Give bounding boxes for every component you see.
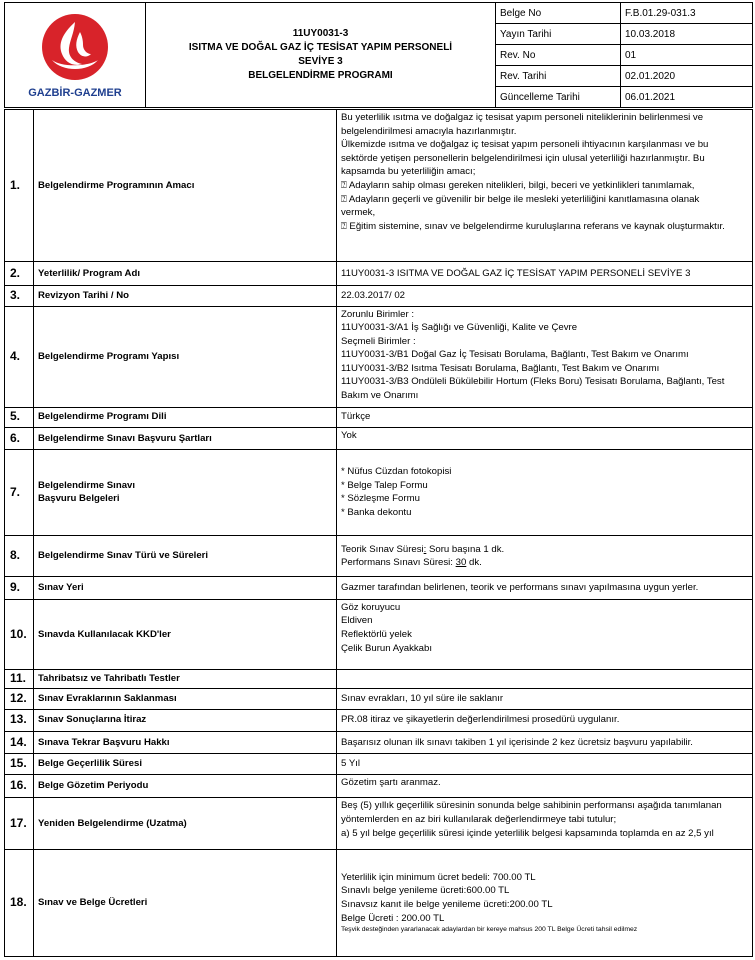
text-line: PR.08 itiraz ve şikayetlerin değerlendirilmesi prosedürü uygulanır.	[341, 714, 620, 726]
title-line: BELGELENDİRME PROGRAMI	[248, 70, 393, 81]
table-row	[5, 689, 753, 710]
row-number: 7.	[5, 449, 34, 535]
row-number: 11.	[5, 669, 34, 689]
row-number: 3.	[5, 285, 34, 306]
row-label: Belge Geçerlilik Süresi	[34, 754, 337, 775]
text-line: Zorunlu Birimler :	[341, 308, 415, 320]
row-label: Sınavda Kullanılacak KKD'ler	[34, 599, 337, 669]
row-number: 10.	[5, 599, 34, 669]
text-line: ⍰ Adayların geçerli ve güvenilir bir belge ile mesleki yeterliliğini kanıtlamasına olanak	[341, 193, 700, 205]
document-title	[146, 3, 496, 108]
row-label: Belgelendirme Sınav Türü ve Süreleri	[34, 536, 337, 577]
text-line: Reflektörlü yelek	[341, 629, 412, 641]
row-number: 1.	[5, 110, 34, 262]
text-line: * Belge Talep Formu	[341, 479, 428, 491]
row-label: Tahribatsız ve Tahribatlı Testler	[34, 669, 337, 689]
row-number: 16.	[5, 774, 34, 798]
text-line: Sınavsız kanıt ile belge yenileme ücreti:200.00 TL	[341, 898, 553, 910]
row-value	[337, 669, 753, 689]
row-number: 9.	[5, 577, 34, 600]
row-number: 15.	[5, 754, 34, 775]
meta-label: Rev. No	[496, 45, 621, 66]
meta-value: F.B.01.29-031.3	[621, 3, 753, 24]
row-value	[337, 262, 753, 286]
text-line: Başarısız olunan ilk sınavı takiben 1 yıl içerisinde 2 kez ücretsiz başvuru yapılabilir.	[341, 736, 693, 748]
row-number: 2.	[5, 262, 34, 286]
text-line: sektörde yetişen personellerin belgelendirilmesi için ulusal yeterliliği hazırlanmıştır. Bu	[341, 152, 705, 164]
table-row	[5, 599, 753, 669]
row-value	[337, 798, 753, 849]
row-value	[337, 754, 753, 775]
meta-label: Yayın Tarihi	[496, 24, 621, 45]
title-line: SEVİYE 3	[298, 56, 343, 67]
row-value	[337, 449, 753, 535]
row-label: Revizyon Tarihi / No	[34, 285, 337, 306]
text-line: Yeterlilik için minimum ücret bedeli: 700.00 TL	[341, 871, 536, 883]
text-line: Seçmeli Birimler :	[341, 335, 416, 347]
logo-text: GAZBİR-GAZMER	[28, 86, 122, 99]
text-line: ⍰ Adayların sahip olması gereken nitelikleri, bilgi, beceri ve yetkinlikleri tanımlamak,	[341, 179, 695, 191]
row-label: Yeterlilik/ Program Adı	[34, 262, 337, 286]
row-value	[337, 689, 753, 710]
table-row	[5, 262, 753, 286]
text-line: * Banka dekontu	[341, 506, 412, 518]
text-line: ⍰ Eğitim sistemine, sınav ve belgelendirme kuruluşlarına referans ve kaynak oluşturmaktır.	[341, 220, 725, 232]
row-value	[337, 709, 753, 731]
text-line: vermek,	[341, 207, 376, 219]
row-value	[337, 731, 753, 754]
text-line: Bu yeterlilik ısıtma ve doğalgaz iç tesisat yapım personeli niteliklerinin belirlenmesi ve	[341, 112, 704, 123]
row-label: Sınava Tekrar Başvuru Hakkı	[34, 731, 337, 754]
logo-cell	[5, 3, 146, 108]
gazbir-gazmer-logo	[40, 12, 110, 82]
text-line: Gazmer tarafından belirlenen, teorik ve performans sınavı yapılmasına uygun yerler.	[341, 582, 699, 594]
text-line: Sınav evrakları, 10 yıl süre ile saklanır	[341, 693, 504, 705]
label-line: Belgelendirme Sınavı	[38, 479, 136, 491]
text-line: 5 Yıl	[341, 758, 361, 770]
row-value	[337, 599, 753, 669]
row-value	[337, 428, 753, 450]
row-label: Belge Gözetim Periyodu	[34, 774, 337, 798]
row-number: 12.	[5, 689, 34, 710]
meta-label: Belge No	[496, 3, 621, 24]
row-number: 13.	[5, 709, 34, 731]
row-label: Belgelendirme Programı Dili	[34, 407, 337, 428]
theory-duration: Teorik Sınav Süresi: Soru başına 1 dk.	[341, 543, 505, 555]
row-number: 5.	[5, 407, 34, 428]
meta-label: Güncelleme Tarihi	[496, 87, 621, 108]
document-header	[4, 2, 753, 108]
table-row	[5, 285, 753, 306]
text-line: Eldiven	[341, 615, 373, 627]
text-line: belgelendirilmesi amacıyla hazırlanmıştır.	[341, 125, 517, 137]
row-number: 17.	[5, 798, 34, 849]
text-line: yöntemlerden en az biri kullanılarak değerlendirmeye tabi tutulur;	[341, 814, 617, 826]
meta-value: 01	[621, 45, 753, 66]
row-value	[337, 774, 753, 798]
text-line: kapsamda bu yeterliliğin amacı;	[341, 166, 476, 178]
table-row	[5, 110, 753, 262]
text-line: Sınavlı belge yenileme ücreti:600.00 TL	[341, 885, 510, 897]
row-number: 14.	[5, 731, 34, 754]
table-row	[5, 709, 753, 731]
meta-value: 06.01.2021	[621, 87, 753, 108]
label-line: Başvuru Belgeleri	[38, 493, 120, 505]
program-table	[4, 109, 753, 957]
row-value	[337, 306, 753, 407]
text-line: 11UY0031-3/A1 İş Sağlığı ve Güvenliği, Kalite ve Çevre	[341, 322, 578, 334]
row-label: Sınav ve Belge Ücretleri	[34, 849, 337, 956]
row-number: 6.	[5, 428, 34, 450]
text-line: * Nüfus Cüzdan fotokopisi	[341, 466, 452, 478]
row-value	[337, 407, 753, 428]
table-row	[5, 407, 753, 428]
text-line: Bakım ve Onarımı	[341, 390, 419, 402]
row-value	[337, 110, 753, 262]
table-row	[5, 849, 753, 956]
fee-note: Teşvik desteğinden yararlanacak adaylardan bir kereye mahsus 200 TL Belge Ücreti tahsil edilmez	[341, 926, 638, 934]
row-number: 4.	[5, 306, 34, 407]
text-line: Yok	[341, 430, 357, 442]
row-label: Sınav Yeri	[34, 577, 337, 600]
text-line: Gözetim şartı aranmaz.	[341, 776, 441, 788]
row-label	[34, 449, 337, 535]
row-number: 18.	[5, 849, 34, 956]
text-line: 11UY0031-3/B3 Ondüleli Bükülebilir Hortum (Fleks Boru) Tesisatı Borulama, Bağlantı, Test	[341, 376, 725, 388]
meta-value: 10.03.2018	[621, 24, 753, 45]
title-line: ISITMA VE DOĞAL GAZ İÇ TESİSAT YAPIM PERSONELİ	[188, 42, 453, 53]
text-line: * Sözleşme Formu	[341, 493, 420, 505]
row-value	[337, 849, 753, 956]
meta-label: Rev. Tarihi	[496, 66, 621, 87]
performance-duration: Performans Sınavı Süresi: 30 dk.	[341, 557, 482, 569]
table-row	[5, 731, 753, 754]
row-number: 8.	[5, 536, 34, 577]
text-line: 22.03.2017/ 02	[341, 289, 406, 301]
text-line: Belge Ücreti : 200.00 TL	[341, 912, 445, 924]
table-row	[5, 754, 753, 775]
text-line: Beş (5) yıllık geçerlilik süresinin sonunda belge sahibinin performansı aşağıda tanımlanan	[341, 800, 722, 812]
table-row	[5, 669, 753, 689]
table-row	[5, 449, 753, 535]
text-line: Çelik Burun Ayakkabı	[341, 642, 433, 654]
row-value	[337, 285, 753, 306]
text-line: 11UY0031-3 ISITMA VE DOĞAL GAZ İÇ TESİSAT YAPIM PERSONELİ SEVİYE 3	[341, 267, 691, 279]
text-line: Ülkemizde ısıtma ve doğalgaz iç tesisat yapım personeli ihtiyacının karşılanması ve bu	[341, 139, 709, 151]
title-line: 11UY0031-3	[292, 28, 349, 39]
table-row	[5, 774, 753, 798]
table-row	[5, 306, 753, 407]
table-row	[5, 798, 753, 849]
meta-value: 02.01.2020	[621, 66, 753, 87]
row-label: Yeniden Belgelendirme (Uzatma)	[34, 798, 337, 849]
table-row	[5, 536, 753, 577]
row-label: Belgelendirme Programı Yapısı	[34, 306, 337, 407]
row-label: Belgelendirme Sınavı Başvuru Şartları	[34, 428, 337, 450]
row-label: Belgelendirme Programının Amacı	[34, 110, 337, 262]
text-line: 11UY0031-3/B2 Isıtma Tesisatı Borulama, Bağlantı, Test Bakım ve Onarımı	[341, 362, 660, 374]
text-line: 11UY0031-3/B1 Doğal Gaz İç Tesisatı Borulama, Bağlantı, Test Bakım ve Onarımı	[341, 349, 689, 361]
text-line: a) 5 yıl belge geçerlilik süresi içinde yeterlilik belgesi kapsamında toplamda en az 2,5 yıl	[341, 827, 714, 839]
row-label: Sınav Evraklarının Saklanması	[34, 689, 337, 710]
text-line: Göz koruyucu	[341, 601, 401, 613]
row-label: Sınav Sonuçlarına İtiraz	[34, 709, 337, 731]
table-row	[5, 577, 753, 600]
table-row	[5, 428, 753, 450]
text-line: Türkçe	[341, 411, 371, 423]
row-value	[337, 577, 753, 600]
row-value	[337, 536, 753, 577]
